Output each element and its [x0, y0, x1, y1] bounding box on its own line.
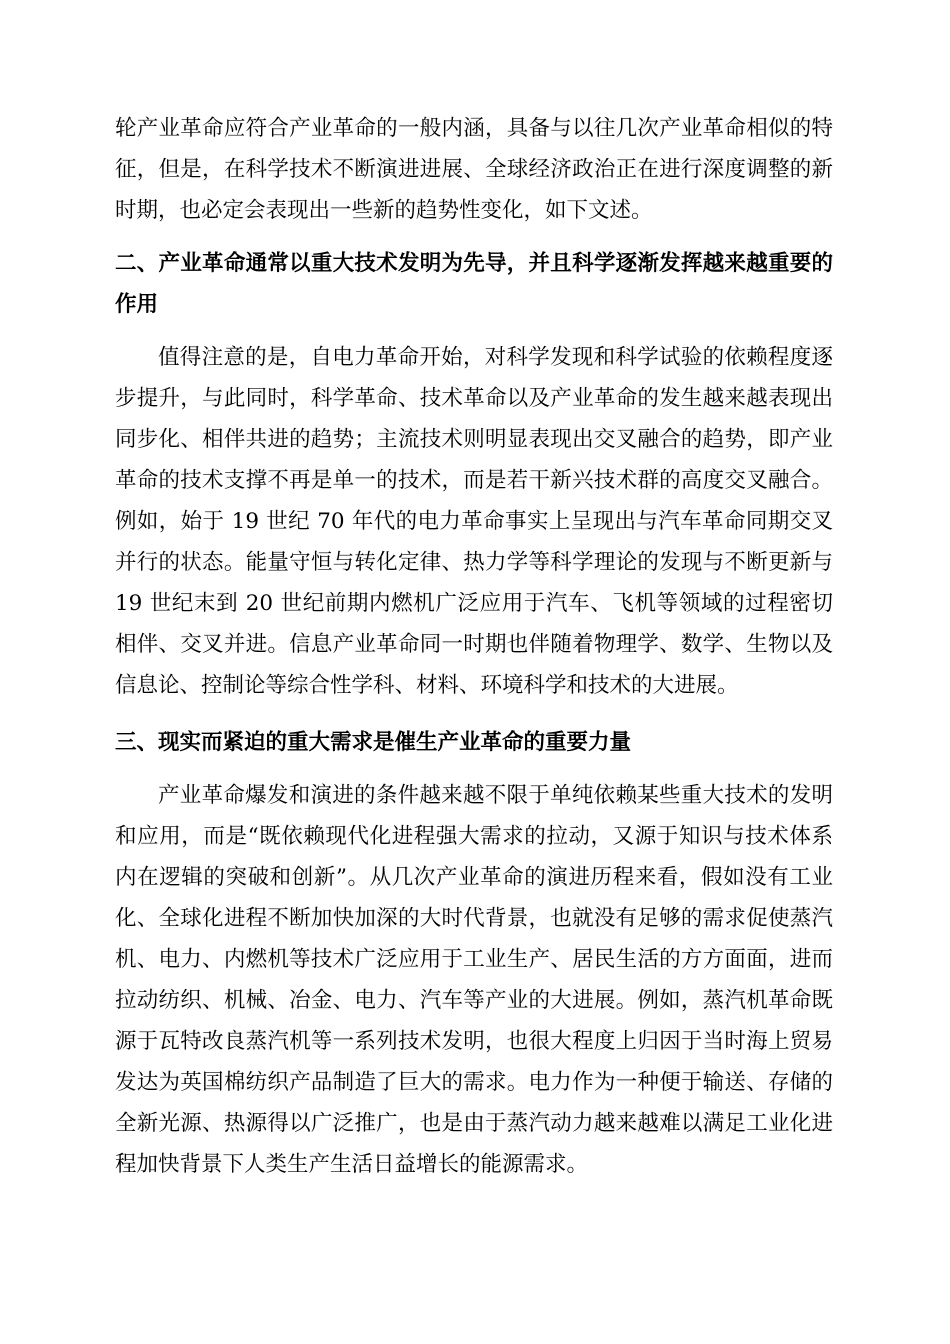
- spacer: [115, 763, 833, 775]
- body-paragraph-section-3: 产业革命爆发和演进的条件越来越不限于单纯依赖某些重大技术的发明和应用，而是“既依赖现代化进程强大需求的拉动，又源于知识与技术体系内在逻辑的突破和创新”。从几次产业革命的演进历程来看，假如没有工业化、全球化进程不断加快加深的大时代背景，也就没有足够的需求促使蒸汽机、电力、内燃机等技术广泛应用于工业生产、居民生活的方方面面，进而拉动纺织、机械、冶金、电力、汽车等产业的大进展。例如，蒸汽机革命既源于瓦特改良蒸汽机等一系列技术发明，也很大程度上归因于当时海上贸易发达为英国棉纺织产品制造了巨大的需求。电力作为一种便于输送、存储的全新光源、热源得以广泛推广，也是由于蒸汽动力越来越难以满足工业化进程加快背景下人类生产生活日益增长的能源需求。: [115, 783, 833, 1177]
- spacer: [115, 325, 833, 337]
- section-heading-2: 二、产业革命通常以重大技术发明为先导，并且科学逐渐发挥越来越重要的作用: [115, 251, 833, 317]
- spacer: [115, 231, 833, 243]
- spacer: [115, 706, 833, 722]
- document-page: [115, 108, 833, 1185]
- body-paragraph-section-2: 值得注意的是，自电力革命开始，对科学发现和科学试验的依赖程度逐步提升，与此同时，科学革命、技术革命以及产业革命的发生越来越表现出同步化、相伴共进的趋势；主流技术则明显表现出交叉融合的趋势，即产业革命的技术支撑不再是单一的技术，而是若干新兴技术群的高度交叉融合。例如，始于 19 世纪 70 年代的电力革命事实上呈现出与汽车革命同期交叉并行的状态。能量守恒与转化定律、热力学等科学理论的发现与不断更新与 19 世纪末到 20 世纪前期内燃机广泛应用于汽车、飞机等领域的过程密切相伴、交叉并进。信息产业革命同一时期也伴随着物理学、数学、生物以及信息论、控制论等综合性学科、材料、环境科学和技术的大进展。: [115, 345, 833, 698]
- body-paragraph-intro: 轮产业革命应符合产业革命的一般内涵，具备与以往几次产业革命相似的特征，但是，在科学技术不断演进进展、全球经济政治正在进行深度调整的新时期，也必定会表现出一些新的趋势性变化，如下文述。: [115, 116, 833, 223]
- section-heading-3: 三、现实而紧迫的重大需求是催生产业革命的重要力量: [115, 730, 632, 755]
